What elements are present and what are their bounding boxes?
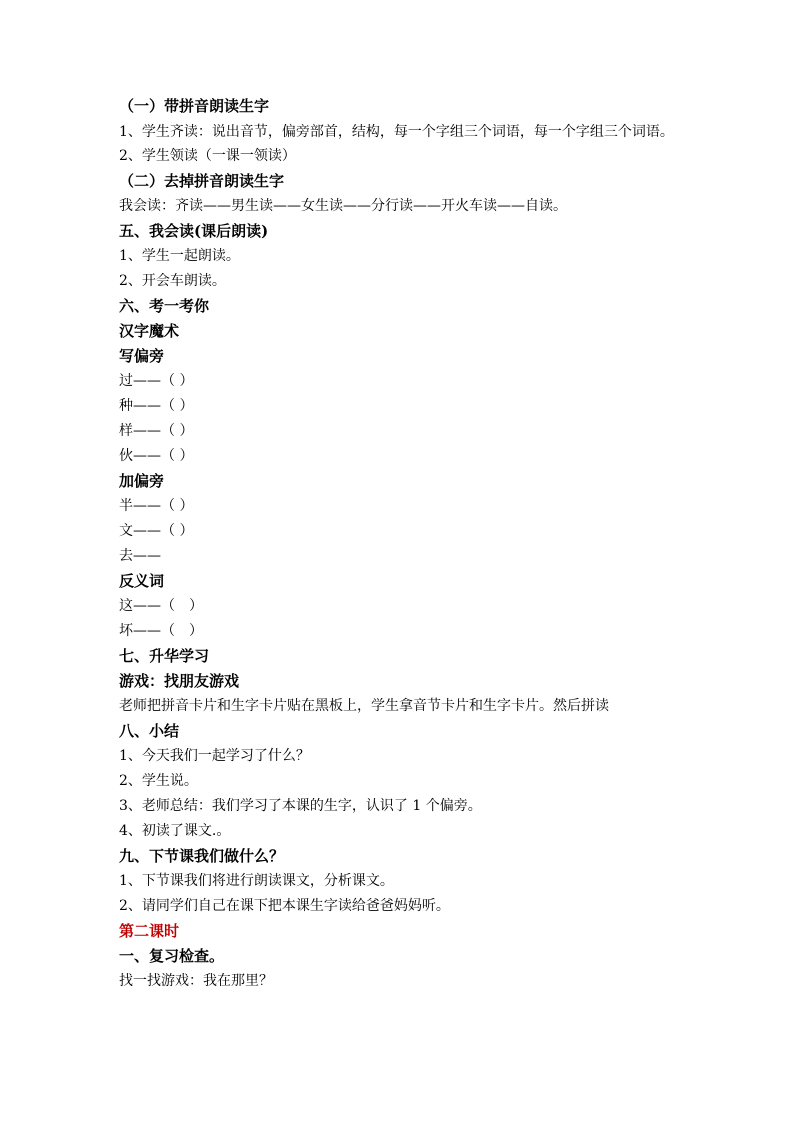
section-heading-8: 八、小结 [119, 722, 180, 740]
exercise-item: 半——（ ） [119, 498, 194, 514]
exercise-item: 过——（ ） [119, 373, 194, 389]
paragraph-line: 老师把拼音卡片和生字卡片贴在黑板上，学生拿音节卡片和生字卡片。然后拼读 [119, 698, 609, 714]
paragraph-line: 2、学生领读（一课一领读） [119, 148, 296, 164]
paragraph-line: 找一找游戏：我在那里？ [119, 973, 273, 989]
subheading-antonyms: 反义词 [119, 572, 165, 590]
document-body [119, 94, 679, 994]
heading-read-with-pinyin: （一）带拼音朗读生字 [119, 97, 270, 115]
exercise-item: 坏——（ ） [119, 623, 203, 639]
section-heading-9: 九、下节课我们做什么？ [119, 847, 285, 865]
paragraph-line: 1、下节课我们将进行朗读课文，分析课文。 [119, 873, 394, 889]
paragraph-line: 1、今天我们一起学习了什么？ [119, 748, 310, 764]
subheading-game: 游戏：找朋友游戏 [119, 672, 240, 690]
exercise-item: 这——（ ） [119, 598, 203, 614]
paragraph-line: 2、请同学们自己在课下把本课生字读给爸爸妈妈听。 [119, 898, 450, 914]
lesson-two-heading: 第二课时 [119, 922, 180, 940]
exercise-item: 去—— [119, 548, 161, 564]
paragraph-line: 3、老师总结：我们学习了本课的生字，认识了 1 个偏旁。 [119, 798, 482, 814]
paragraph-line: 2、学生说。 [119, 773, 198, 789]
section-heading-6: 六、考一考你 [119, 297, 210, 315]
paragraph-line: 4、初读了课文.。 [119, 823, 231, 839]
section-heading-7: 七、升华学习 [119, 647, 210, 665]
subheading-hanzi-magic: 汉字魔术 [119, 322, 180, 340]
exercise-item: 样——（ ） [119, 423, 194, 439]
section-heading-5: 五、我会读(课后朗读) [119, 222, 269, 240]
paragraph-line: 1、学生一起朗读。 [119, 248, 240, 264]
exercise-item: 文——（ ） [119, 523, 194, 539]
paragraph-line: 1、学生齐读：说出音节，偏旁部首，结构，每一个字组三个词语，每一个字组三个词语。 [119, 124, 674, 140]
paragraph-line: 我会读：齐读——男生读——女生读——分行读——开火车读——自读。 [119, 198, 567, 214]
subheading-add-radical: 加偏旁 [119, 472, 165, 490]
paragraph-line: 2、开会车朗读。 [119, 273, 226, 289]
subheading-write-radical: 写偏旁 [119, 347, 165, 365]
exercise-item: 种——（ ） [119, 398, 194, 414]
exercise-item: 伙——（ ） [119, 448, 194, 464]
section-heading-review: 一、复习检查。 [119, 947, 225, 965]
heading-read-without-pinyin: （二）去掉拼音朗读生字 [119, 172, 285, 190]
